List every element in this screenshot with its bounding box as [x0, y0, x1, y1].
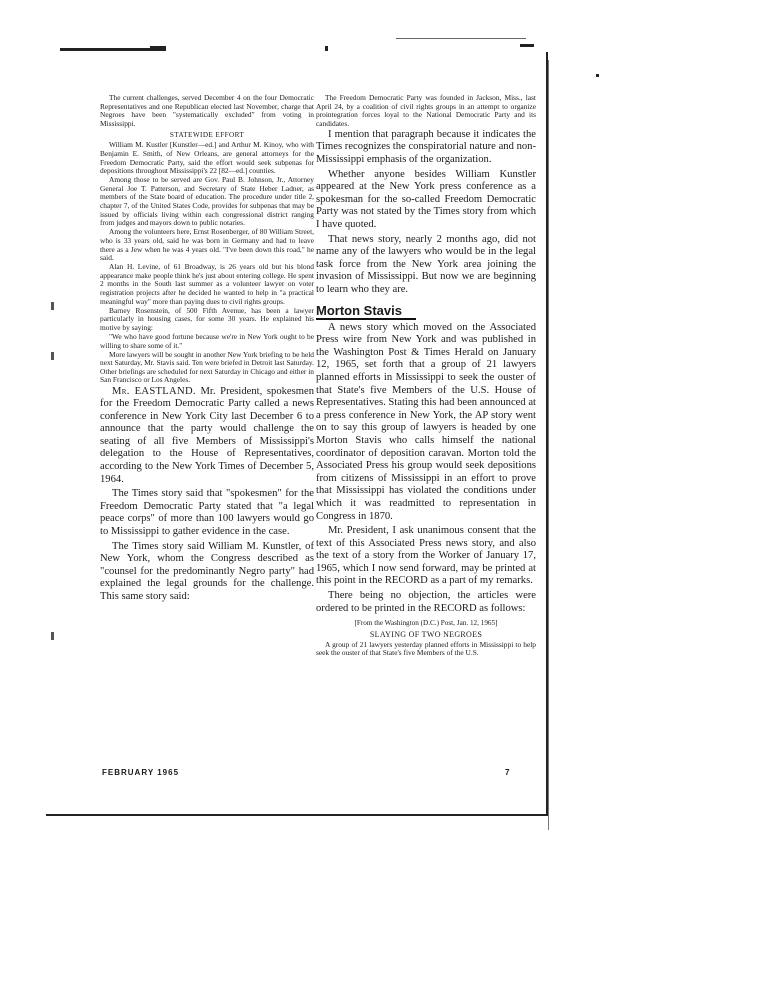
intro-paragraph: The current challenges, served December 4 on the four Democratic Representatives and one Republican elected last November, charge that Negroes have been "systematically excluded" from voting in Mississippi. — [100, 93, 314, 128]
paragraph: I mention that paragraph because it indicates the Times recognizes the conspiratorial nature and non-Mississippi emphasis of the organization. — [316, 128, 536, 166]
document-page — [46, 52, 548, 816]
paragraph: The Times story said William M. Kunstler, of New York, whom the Congress described as "counsel for the predominantly Negro party" had explained the legal grounds for the challenge. This same story said: — [100, 540, 314, 602]
speaker-name: Mr. EASTLAND. — [112, 385, 196, 397]
quote-paragraph: "We who have good fortune because we're in New York ought to be willing to share some of it." — [100, 331, 314, 350]
right-column — [316, 94, 536, 658]
paragraph: Mr. President, I ask unanimous consent that the text of this Associated Press news story, and also the text of a story from the Worker of January 17, 1965, which I now send forward, may be printed at this point in the RECORD as a part of my remarks. — [316, 525, 536, 587]
subheading: STATEWIDE EFFORT — [169, 131, 245, 140]
paragraph: Barney Rosenstein, of 500 Fifth Avenue, has been a lawyer particularly in housing cases, for some 30 years. He explained his motive by saying: — [100, 305, 314, 332]
paragraph: That news story, nearly 2 months ago, did not name any of the lawyers who would be in the legal task force from the New York area joining the invasion of Mississippi. But now we are beginning to learn who they are. — [316, 233, 536, 295]
paragraph: There being no objection, the articles were ordered to be printed in the RECORD as follows: — [316, 590, 536, 614]
paragraph: Whether anyone besides William Kunstler appeared at the New York press conference as a spokesman for the so-called Freedom Democratic Party was not stated by the Times story from which I have quoted. — [316, 168, 536, 231]
footer-date: FEBRUARY 1965 — [102, 768, 180, 777]
paragraph: Among the volunteers here, Ernst Rosenberger, of 80 William Street, who is 33 years old, said he was born in Germany and had to leave there as a Jew when he was 4 years old. "I've been down this road," he said. — [100, 227, 314, 263]
margin-mark — [51, 632, 54, 640]
paragraph: More lawyers will be sought in another New York briefing to be held next Saturday, Mr. Stavis said. Ten were briefed in Detroit last Saturday. Other briefings are scheduled for next Saturday in Chicago and either in San Francisco or Los Angeles. — [100, 349, 314, 385]
paragraph: William M. Kustler [Kunstler—ed.] and Arthur M. Kinoy, who with Benjamin E. Smith, of New Orleans, are general attorneys for the Freedom Democratic Party, said the effort would seek subpenas for depositions throughout Mississippi's 22 [82—ed.] counties. — [100, 140, 314, 176]
scan-edge-mark — [150, 46, 166, 51]
scan-edge-mark — [520, 44, 534, 47]
scan-edge-mark — [548, 60, 549, 830]
source-citation: [From the Washington (D.C.) Post, Jan. 12, 1965] — [354, 619, 498, 628]
speech-text: Mr. President, spokesmen for the Freedom Democratic Party called a news conference in New York City last December 6 to announce that the party would challenge the seating of all five Members of Mississippi's delegation to the House of Representatives, according to the New York Times of December 5, 1964. — [100, 385, 314, 485]
quoted-paragraph: The Freedom Democratic Party was founded in Jackson, Miss., last April 24, by a coalition of civil rights groups in an attempt to organize prointegration forces loyal to the National Democratic Party and its candidates. — [316, 93, 536, 128]
paragraph: The Times story said that "spokesmen" for the Freedom Democratic Party stated that "a legal peace corps" of more than 100 lawyers would go to Mississippi to gather evidence in the case. — [100, 488, 314, 538]
scan-edge-mark — [396, 38, 526, 39]
left-column — [100, 94, 314, 606]
paragraph: Alan H. Levine, of 61 Broadway, is 26 years old but his blond appearance make people think he's just about entering college. He spent 2 months in the South last summer as a volunteer lawyer on voter registration projects after he decided he wanted to help in "a practical meaningful way" more than paying dues to civil rights groups. — [100, 262, 314, 306]
margin-mark — [51, 302, 54, 310]
section-heading: Morton Stavis — [316, 303, 416, 320]
scan-edge-mark — [60, 48, 164, 51]
margin-mark — [51, 352, 54, 360]
scan-edge-mark — [596, 74, 599, 77]
paragraph: Among those to be served are Gov. Paul B. Johnson, Jr., Attorney General Joe T. Patterson, and Secretary of State Heber Ladner, as members of the State board of education. The procedure under title 2, chapter 7, of the United States Code, provides for subpenas that may be issued by officials living within each congressional district ranging from judges and mayors down to public notaries. — [100, 175, 314, 228]
article-headline: SLAYING OF TWO NEGROES — [369, 629, 483, 639]
page-number: 7 — [505, 768, 511, 777]
paragraph: A news story which moved on the Associated Press wire from New York and was published in the Washington Post & Times Herald on January 12, 1965, set forth that a group of 21 lawyers planned efforts in Mississippi to seek the ouster of that State's five Members of the U.S. House of Representatives. Stating this had been announced at a press conference in New York, the AP story went on to say this group of lawyers is headed by one Morton Stavis who calls himself the national coordinator of deposition caravan. Morton told the Associated Press his group would seek depositions from citizens of Mississippi in an effort to prove that Mississippi has violated the conditions under which it was readmitted to representation in Congress in 1870. — [316, 321, 536, 522]
speech-paragraph — [100, 386, 314, 487]
paragraph: A group of 21 lawyers yesterday planned efforts in Mississippi to help seek the ouster of that State's five Members of the U.S. — [316, 639, 536, 658]
scan-edge-mark — [325, 46, 328, 51]
